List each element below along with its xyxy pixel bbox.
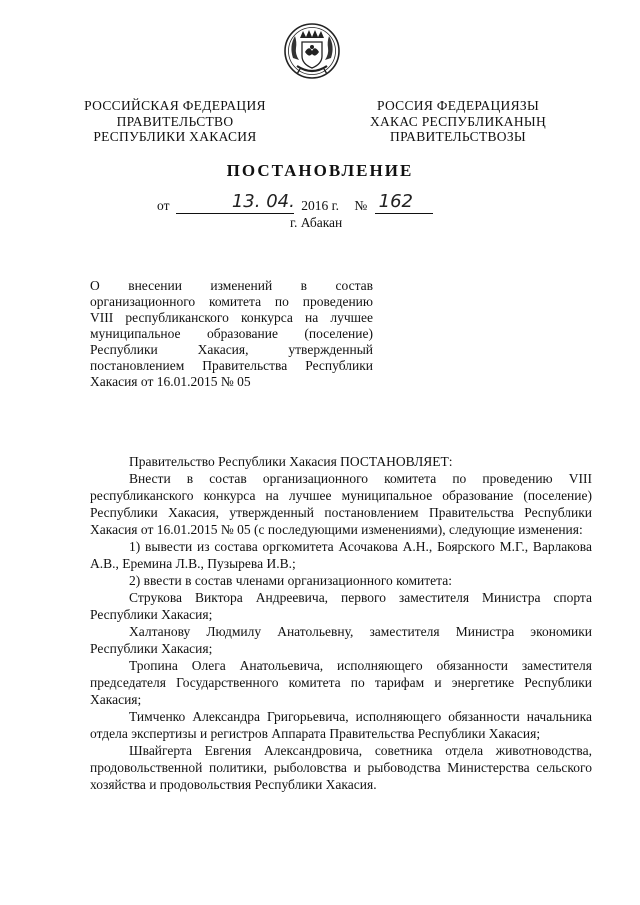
date-field	[176, 191, 295, 214]
subject-line: муниципальное образование (поселение)	[90, 326, 373, 341]
header-right-line-2: ХАКАС РЕСПУБЛИКАНЫҢ	[369, 113, 547, 129]
member-entry: Халтанову Людмилу Анатольевну, заместителя Министра экономики Республики Хакасия;	[90, 624, 592, 656]
body-item-1: 1) вывести из состава оргкомитета Асочакова А.Н., Боярского М.Г., Варлакова А.В., Еремина Л.В., Пузырева И.В.;	[90, 539, 592, 571]
resolution-body	[90, 453, 592, 793]
date-prefix: от	[157, 198, 170, 213]
body-intro: Правительство Республики Хакасия ПОСТАНОВЛЯЕТ:	[129, 454, 453, 469]
header-russian	[80, 98, 270, 145]
number-sign: №	[354, 198, 368, 213]
subject-line: организационного комитета по проведению	[90, 294, 373, 309]
header-left-line-3: РЕСПУБЛИКИ ХАКАСИЯ	[93, 129, 257, 144]
handwritten-number: 162	[378, 191, 413, 212]
handwritten-date: 13. 04.	[231, 191, 295, 212]
member-entry: Тимченко Александра Григорьевича, исполняющего обязанности начальника отдела экспертизы и регистров Аппарата Правительства Республики Хакасия;	[90, 709, 592, 741]
subject-block	[90, 278, 373, 390]
header-left-line-2: ПРАВИТЕЛЬСТВО	[116, 113, 234, 129]
header-left-line-1: РОССИЙСКАЯ ФЕДЕРАЦИЯ	[84, 98, 266, 113]
member-entry: Струкова Виктора Андреевича, первого заместителя Министра спорта Республики Хакасия;	[90, 590, 592, 622]
member-entry: Тропина Олега Анатольевича, исполняющего обязанности заместителя председателя Государственного комитета по тарифам и энергетике Республики Хакасия;	[90, 658, 592, 707]
body-item-2: 2) ввести в состав членами организационного комитета:	[129, 573, 452, 588]
subject-line: Республики Хакасия, утвержденный	[90, 342, 373, 357]
date-number-line	[157, 191, 433, 214]
subject-line: постановлением Правительства Республики	[90, 358, 373, 373]
coat-of-arms-emblem	[283, 22, 341, 80]
header-khakas	[358, 98, 558, 145]
header-right-line-1: РОССИЯ ФЕДЕРАЦИЯЗЫ	[376, 98, 540, 113]
subject-line: VIII республиканского конкурса на лучшее	[90, 310, 373, 325]
city-label: г. Абакан	[290, 215, 343, 230]
subject-line: О внесении изменений в состав	[90, 278, 373, 293]
member-entry: Швайгерта Евгения Александровича, советника отдела животноводства, продовольственной политики, рыболовства и рыбоводства Министерства сельского хозяйства и продовольствия Республики Хакасия.	[90, 743, 592, 792]
date-year: 2016 г.	[301, 198, 339, 213]
header-right-line-3: ПРАВИТЕЛЬСТВОЗЫ	[390, 129, 526, 144]
number-field	[375, 191, 433, 214]
body-paragraph: Внести в состав организационного комитета по проведению VIII республиканского конкурса на лучшее муниципальное образование (поселение) Республики Хакасия, утвержденный постановлением Правительства Республики Хакасия от 16.01.2015 № 05 (с последующими изменениями), следующие изменения:	[90, 471, 592, 537]
subject-line: Хакасия от 16.01.2015 № 05	[90, 374, 251, 389]
document-title: ПОСТАНОВЛЕНИЕ	[226, 161, 414, 180]
